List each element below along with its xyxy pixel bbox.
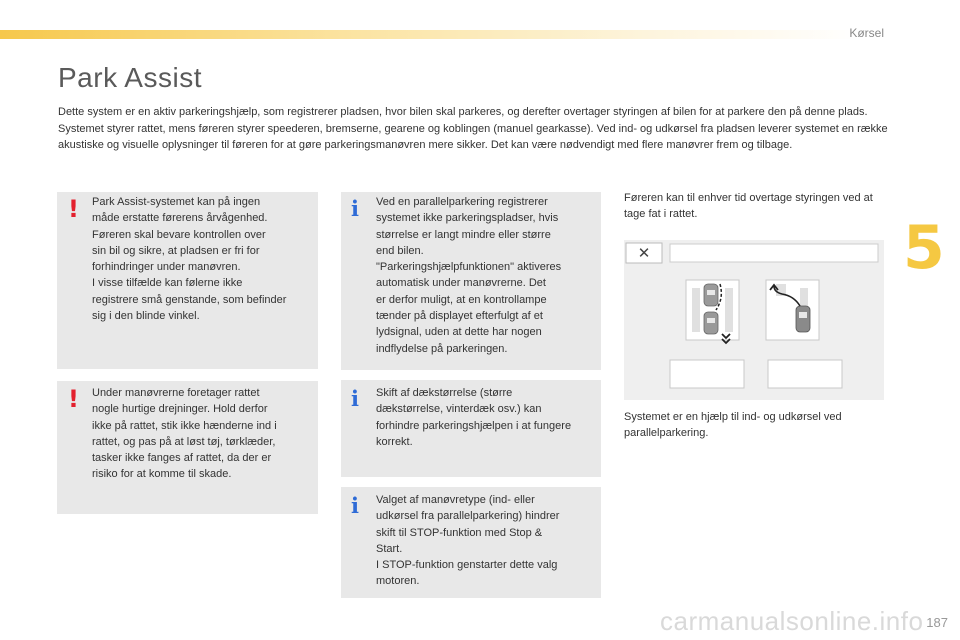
takeover-text: Føreren kan til enhver tid overtage styringen ved at tage fat i rattet.	[624, 192, 873, 221]
warning-box	[57, 381, 318, 514]
intro-paragraph: Systemet styrer rattet, mens føreren styrer speederen, bremserne, gearene og koblingen (manuel gearkasse). Ved ind- og udkørsel fra pladsen leverer systemet en række akustiske og visuelle oplysninger til føreren for at gøre parkeringsmanøvren mere sikker. Det kan være nødvendigt med flere manøvrer frem og tilbage.	[58, 122, 888, 151]
system-help-text: Systemet er en hjælp til ind- og udkørsel ved parallelparkering.	[624, 411, 842, 440]
info-icon: i	[351, 386, 359, 411]
info-icon: i	[351, 196, 359, 221]
info-icon: i	[351, 493, 359, 518]
section-title: Kørsel	[849, 26, 884, 40]
bottom-left-button[interactable]	[670, 360, 744, 388]
info-text: Valget af manøvretype (ind- eller udkørsel fra parallelparkering) hindrer skift til STOP-funktion med Stop & Start. I STOP-funktion genstarter dette valg motoren.	[376, 494, 560, 588]
warning-icon: !	[68, 195, 79, 223]
maneuver-park-in-button[interactable]	[686, 280, 739, 343]
info-text: Skift af dækstørrelse (større dækstørrelse, vinterdæk osv.) kan forhindre parkeringshjælpen i at fungere korrekt.	[376, 387, 572, 448]
park-assist-display-illustration	[624, 240, 884, 400]
watermark: carmanualsonline.info	[660, 606, 924, 636]
close-icon: ✕	[637, 244, 651, 262]
info-box	[341, 487, 601, 598]
header-accent-bar	[0, 30, 860, 39]
warning-icon: !	[68, 385, 79, 413]
warning-text: Under manøvrerne foretager rattet nogle hurtige drejninger. Hold derfor ikke på rattet, stik ikke hænderne ind i rattet, og pas på at løst tøj, tørklæder, tasker ikke fanges af rattet, da der er risiko for at komme til skade.	[92, 387, 277, 481]
display-illustration-svg	[624, 240, 884, 400]
page-number: 187	[926, 615, 948, 630]
maneuver-park-out-button[interactable]	[766, 280, 819, 340]
info-box	[341, 380, 601, 477]
warning-text: Park Assist-systemet kan på ingen måde erstatte førerens årvågenhed. Føreren skal bevare kontrollen over sin bil og sikre, at pladsen er fri for forhindringer under manøvren. I visse tilfælde kan følerne ikke registrere små genstande, som befinder sig i den blinde vinkel.	[92, 196, 287, 323]
bottom-right-button[interactable]	[768, 360, 842, 388]
car-icon	[796, 306, 810, 332]
page-title: Park Assist	[58, 62, 202, 93]
info-text: Ved en parallelparkering registrerer systemet ikke parkeringspladser, hvis størrelse er langt mindre eller større end bilen. "Parkeringshjælpfunktionen" aktiveres automatisk under manøvrerne. Det er derfor muligt, at en kontrollampe tænder på displayet efterfulgt af et lydsignal, uden at dette har nogen indflydelse på parkeringen.	[376, 196, 562, 355]
intro-text	[58, 104, 888, 154]
info-box	[341, 192, 601, 370]
chapter-number: 5	[903, 213, 945, 283]
warning-box	[57, 192, 318, 369]
status-bar	[670, 244, 878, 262]
intro-paragraph: Dette system er en aktiv parkeringshjælp, som registrerer pladsen, hvor bilen skal parkeres, og derefter overtager styringen af bilen for at parkere den på denne plads.	[58, 106, 868, 118]
